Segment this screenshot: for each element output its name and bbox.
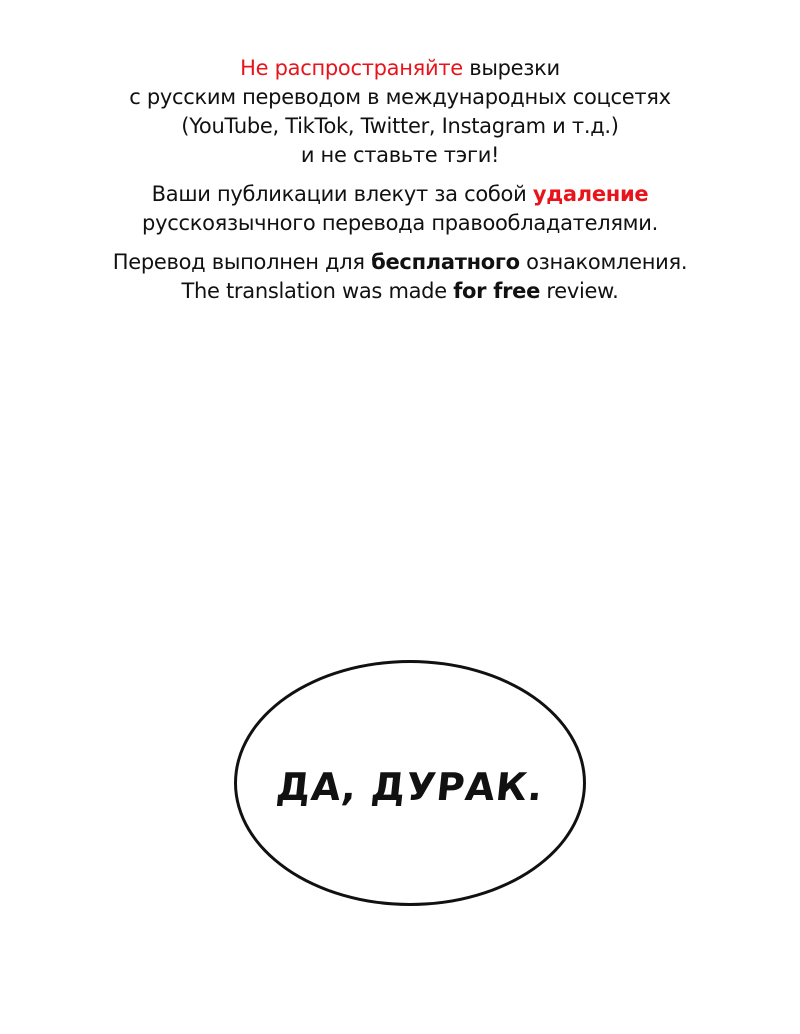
notice-text: The translation was made (181, 279, 454, 303)
speech-bubble (234, 660, 586, 906)
notice-text: ознакомления. (519, 250, 688, 274)
notice-text: review. (540, 279, 619, 303)
notice-text: русскоязычного перевода правообладателями. (142, 211, 658, 235)
notice-text: Перевод выполнен для (112, 250, 372, 274)
notice-warning-red: Не распространяйте (240, 56, 463, 80)
translation-notice (0, 54, 800, 316)
speech-bubble-text: ДА, ДУРАК. (273, 765, 546, 809)
notice-text: и не ставьте тэги! (300, 143, 500, 167)
notice-removal-emphasis: удаление (532, 182, 649, 206)
notice-text: с русским переводом в международных соцсетях (129, 85, 671, 109)
notice-paragraph-distribution (0, 54, 800, 170)
notice-free-emphasis-en: for free (453, 279, 541, 303)
notice-text: вырезки (462, 56, 560, 80)
notice-paragraph-free (0, 248, 800, 306)
notice-paragraph-removal (0, 180, 800, 238)
notice-text: (YouTube, TikTok, Twitter, Instagram и т.д.) (181, 114, 619, 138)
notice-free-emphasis: бесплатного (371, 250, 520, 274)
notice-text: Ваши публикации влекут за собой (151, 182, 533, 206)
